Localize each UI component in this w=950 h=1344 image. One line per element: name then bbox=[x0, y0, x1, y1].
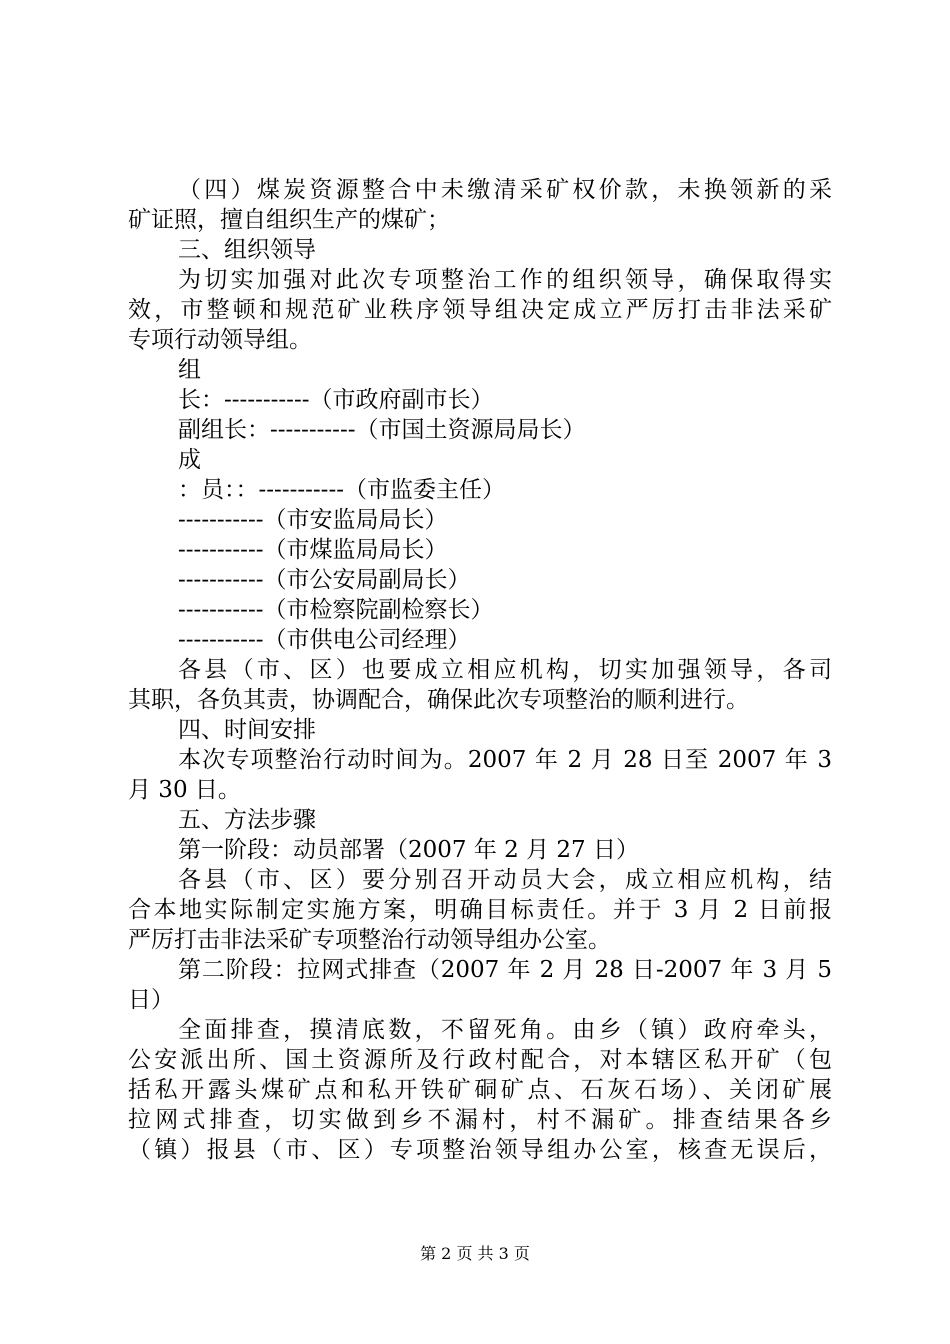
text-line: 成 bbox=[178, 447, 201, 473]
text-line: 合本地实际制定实施方案，明确目标责任。并于 3 月 2 日前报 bbox=[128, 897, 832, 923]
text-line: 各县（市、区）也要成立相应机构，切实加强领导，各司 bbox=[178, 657, 832, 683]
text-line: ：员：：-----------（市监委主任） bbox=[178, 477, 505, 503]
text-line: 全面排查，摸清底数，不留死角。由乡（镇）政府牵头， bbox=[178, 1017, 832, 1043]
text-line: -----------（市煤监局局长） bbox=[178, 537, 448, 563]
section-heading: 五、方法步骤 bbox=[178, 807, 316, 833]
text-line: 专项行动领导组。 bbox=[128, 327, 312, 353]
text-line: 月 30 日。 bbox=[128, 777, 241, 803]
section-heading: 四、时间安排 bbox=[178, 717, 316, 743]
page-footer: 第 2 页 共 3 页 bbox=[420, 1244, 530, 1263]
text-line: 拉网式排查，切实做到乡不漏村，村不漏矿。排查结果各乡 bbox=[128, 1107, 832, 1133]
text-line: （四）煤炭资源整合中未缴清采矿权价款，未换领新的采 bbox=[178, 177, 832, 203]
text-line: 括私开露头煤矿点和私开铁矿硐矿点、石灰石场）、关闭矿展 bbox=[128, 1077, 832, 1103]
text-line: 矿证照，擅自组织生产的煤矿； bbox=[128, 207, 450, 233]
text-line: 各县（市、区）要分别召开动员大会，成立相应机构，结 bbox=[178, 867, 832, 893]
text-line: 本次专项整治行动时间为。2007 年 2 月 28 日至 2007 年 3 bbox=[178, 747, 832, 773]
text-line: 副组长：-----------（市国土资源局局长） bbox=[178, 417, 586, 443]
text-line: 长：-----------（市政府副市长） bbox=[178, 387, 494, 413]
document-body bbox=[128, 175, 832, 1165]
section-heading: 三、组织领导 bbox=[178, 237, 316, 263]
text-line: 为切实加强对此次专项整治工作的组织领导，确保取得实 bbox=[178, 267, 832, 293]
text-line: 第二阶段：拉网式排查（2007 年 2 月 28 日-2007 年 3 月 5 bbox=[178, 957, 832, 983]
text-line: 公安派出所、国土资源所及行政村配合，对本辖区私开矿（包 bbox=[128, 1047, 832, 1073]
text-line: 效，市整顿和规范矿业秩序领导组决定成立严厉打击非法采矿 bbox=[128, 297, 832, 323]
text-line: 组 bbox=[178, 357, 201, 383]
text-line: 严厉打击非法采矿专项整治行动领导组办公室。 bbox=[128, 927, 611, 953]
text-line: -----------（市供电公司经理） bbox=[178, 627, 471, 653]
text-line: -----------（市公安局副局长） bbox=[178, 567, 471, 593]
text-line: 第一阶段：动员部署（2007 年 2 月 27 日） bbox=[178, 837, 639, 863]
text-line: -----------（市检察院副检察长） bbox=[178, 597, 494, 623]
text-line: 日） bbox=[128, 987, 174, 1013]
text-line: 其职，各负其责，协调配合，确保此次专项整治的顺利进行。 bbox=[128, 687, 749, 713]
text-line: （镇）报县（市、区）专项整治领导组办公室，核查无误后， bbox=[128, 1137, 832, 1163]
text-line: -----------（市安监局局长） bbox=[178, 507, 448, 533]
